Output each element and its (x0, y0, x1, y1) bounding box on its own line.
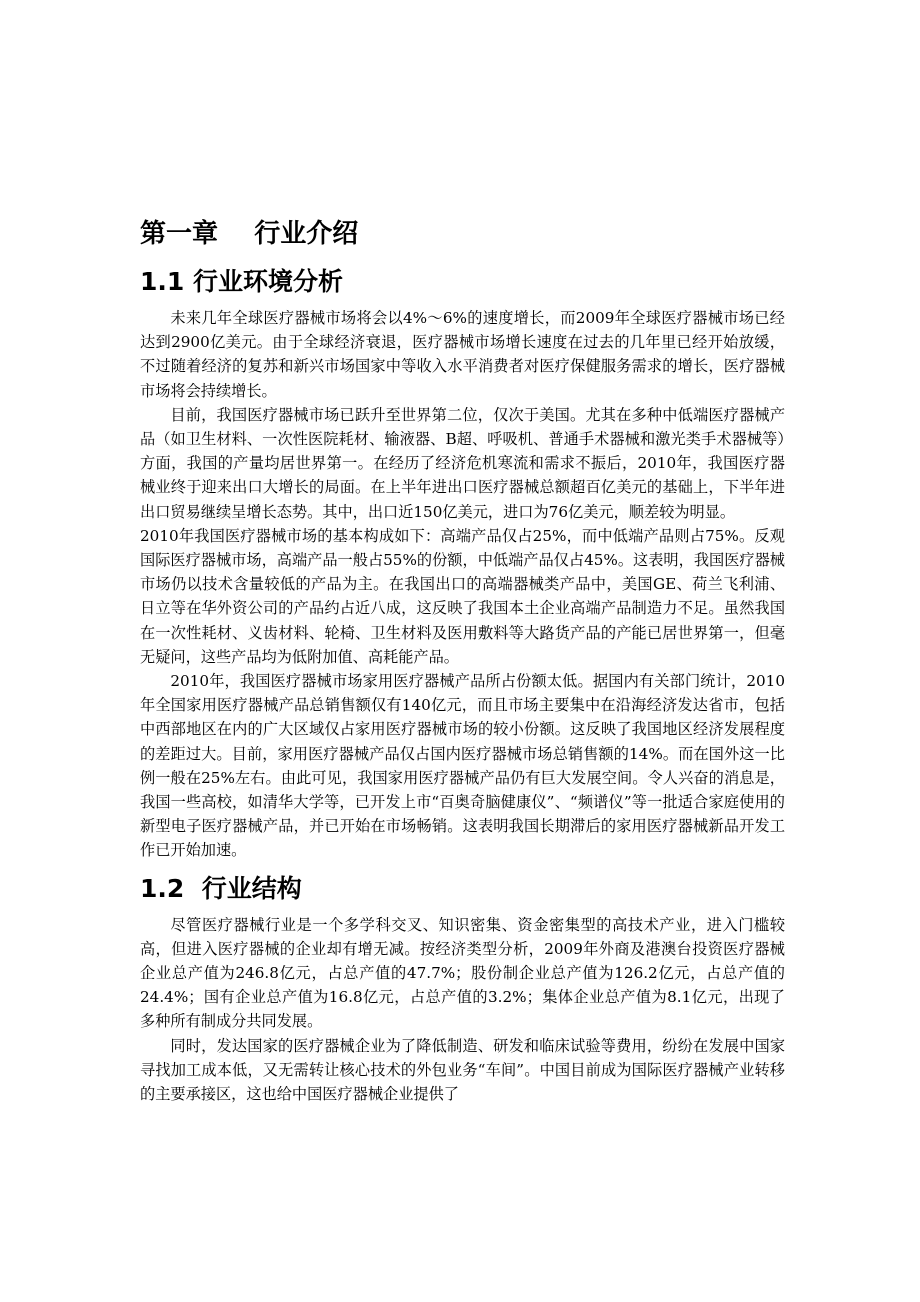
paragraph: 同时，发达国家的医疗器械企业为了降低制造、研发和临床试验等费用，纷纷在发展中国家寻找加工成本低，又无需转让核心技术的外包业务“车间”。中国目前成为国际医疗器械产业转移的主要承接区，这也给中国医疗器械企业提供了 (140, 1036, 785, 1104)
section-1-2 (140, 871, 785, 1107)
paragraph: 尽管医疗器械行业是一个多学科交叉、知识密集、资金密集型的高技术产业，进入门槛较高，但进入医疗器械的企业却有增无减。按经济类型分析，2009年外商及港澳台投资医疗器械企业总产值为246.8亿元，占总产值的47.7%；股份制企业总产值为126.2亿元，占总产值的24.4%；国有企业总产值为16.8亿元，占总产值的3.2%；集体企业总产值为8.1亿元，出现了多种所有制成分共同发展。 (140, 915, 785, 1031)
paragraph: 目前，我国医疗器械市场已跃升至世界第二位，仅次于美国。尤其在多种中低端医疗器械产品（如卫生材料、一次性医院耗材、输液器、B超、呼吸机、普通手术器械和激光类手术器械等）方面，我国的产量均居世界第一。在经历了经济危机寒流和需求不振后，2010年，我国医疗器械业终于迎来出口大增长的局面。在上半年进出口医疗器械总额超百亿美元的基础上，下半年进出口贸易继续呈增长态势。其中，出口近150亿美元，进口为76亿美元，顺差较为明显。 (140, 405, 785, 521)
paragraph: 未来几年全球医疗器械市场将会以4%～6%的速度增长，而2009年全球医疗器械市场已经达到2900亿美元。由于全球经济衰退，医疗器械市场增长速度在过去的几年里已经开始放缓，不过随着经济的复苏和新兴市场国家中等收入水平消费者对医疗保健服务需求的增长，医疗器械市场将会持续增长。 (140, 309, 785, 400)
paragraph: 2010年，我国医疗器械市场家用医疗器械产品所占份额太低。据国内有关部门统计，2010年全国家用医疗器械产品总销售额仅有140亿元，而且市场主要集中在沿海经济发达省市，包括中西部地区在内的广大区域仅占家用医疗器械市场的较小份额。这反映了我国地区经济发展程度的差距过大。目前，家用医疗器械产品仅占国内医疗器械市场总销售额的14%。而在国外这一比例一般在25%左右。由此可见，我国家用医疗器械产品仍有巨大发展空间。令人兴奋的消息是，我国一些高校，如清华大学等，已开发上市“百奥奇脑健康仪”、“频谱仪”等一批适合家庭使用的新型电子医疗器械产品，并已开始在市场畅销。这表明我国长期滞后的家用医疗器械新品开发工作已开始加速。 (140, 672, 785, 860)
section-1-1 (140, 264, 785, 863)
section-title: 1.1 行业环境分析 (140, 267, 343, 296)
document-page (140, 214, 785, 1106)
section-spacer (140, 863, 785, 871)
section-title: 1.2 行业结构 (140, 873, 302, 903)
paragraph: 2010年我国医疗器械市场的基本构成如下：高端产品仅占25%，而中低端产品则占75%。反观国际医疗器械市场，高端产品一般占55%的份额，中低端产品仅占45%。这表明，我国医疗器械市场仍以技术含量较低的产品为主。在我国出口的高端器械类产品中，美国GE、荷兰飞利浦、日立等在华外资公司的产品约占近八成，这反映了我国本土企业高端产品制造力不足。虽然我国在一次性耗材、义齿材料、轮椅、卫生材料及医用敷料等大路货产品的产能已居世界第一，但毫无疑问，这些产品均为低附加值、高耗能产品。 (140, 526, 785, 666)
chapter-title: 第一章 行业介绍 (140, 219, 359, 249)
